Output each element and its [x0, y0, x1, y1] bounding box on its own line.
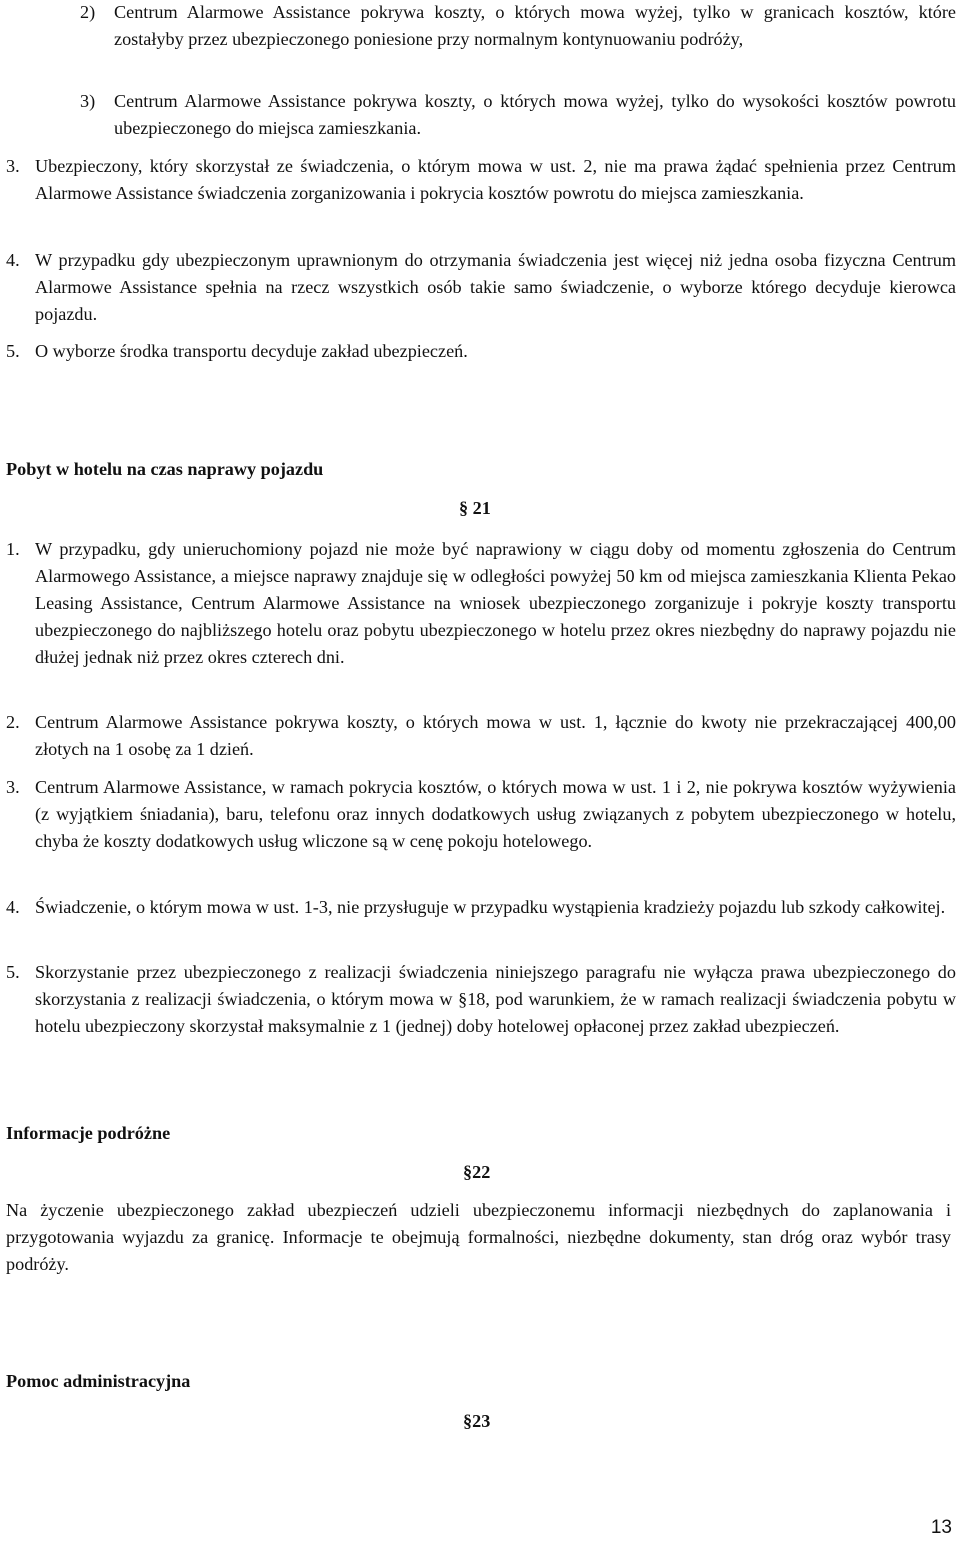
section-heading: Pobyt w hotelu na czas naprawy pojazdu [6, 459, 324, 479]
section-number: § 21 [459, 498, 491, 518]
list-item-number: 4. [6, 897, 20, 917]
list-item-text: Centrum Alarmowe Assistance pokrywa koszty, o których mowa wyżej, tylko do wysokości kosztów powrotu ubezpieczonego do miejsca zamieszkania. [114, 91, 956, 138]
list-item-number: 4. [6, 250, 20, 270]
list-item-text: Ubezpieczony, który skorzystał ze świadczenia, o którym mowa w ust. 2, nie ma prawa żądać spełnienia przez Centrum Alarmowe Assistance świadczenia zorganizowania i pokrycia kosztów powrotu do miejsca zamieszkania. [35, 156, 956, 203]
list-item [80, 88, 956, 142]
list-item-text: Centrum Alarmowe Assistance, w ramach pokrycia kosztów, o których mowa w ust. 1 i 2, nie pokrywa kosztów wyżywienia (z wyjątkiem śniadania), baru, telefonu oraz innych dodatkowych usług związanych z pobytem ubezpieczonego w hotelu, chyba że koszty dodatkowych usług wliczone są w cenę pokoju hotelowego. [35, 777, 956, 851]
section-number: §22 [463, 1162, 491, 1182]
list-item-number: 5. [6, 341, 20, 361]
list-item-text: W przypadku gdy ubezpieczonym uprawnionym do otrzymania świadczenia jest więcej niż jedna osoba fizyczna Centrum Alarmowe Assistance spełnia na rzecz wszystkich osób takie samo świadczenie, o wyborze którego decyduje kierowca pojazdu. [35, 250, 956, 324]
list-item-number: 5. [6, 962, 20, 982]
page-number: 13 [930, 1517, 952, 1538]
list-item-number: 3. [6, 777, 20, 797]
section-heading: Pomoc administracyjna [6, 1371, 191, 1391]
list-item-number: 3. [6, 156, 20, 176]
list-item-text: Centrum Alarmowe Assistance pokrywa koszty, o których mowa wyżej, tylko w granicach kosztów, które zostałyby przez ubezpieczonego poniesione przy normalnym kontynuowaniu podróży, [114, 2, 956, 49]
list-item-number: 2. [6, 712, 20, 732]
list-item-text: W przypadku, gdy unieruchomiony pojazd nie może być naprawiony w ciągu doby od momentu zgłoszenia do Centrum Alarmowego Assistance, a miejsce naprawy znajduje się w odległości powyżej 50 km od miejsca zamieszkania Klienta Pekao Leasing Assistance, Centrum Alarmowe Assistance na wniosek ubezpieczonego zorganizuje i pokryje koszty transportu ubezpieczonego do najbliższego hotelu oraz pobytu ubezpieczonego w hotelu przez okres niezbędny do naprawy pojazdu nie dłużej jednak niż przez okres czterech dni. [35, 539, 956, 667]
paragraph: Na życzenie ubezpieczonego zakład ubezpieczeń udzieli ubezpieczonemu informacji niezbędnych do zaplanowania i przygotowania wyjazdu za granicę. Informacje te obejmują formalności, niezbędne dokumenty, stan dróg oraz wybór trasy podróży. [6, 1200, 951, 1274]
list-item-number: 1. [6, 539, 20, 559]
list-item [6, 247, 956, 328]
list-item-number: 3) [80, 91, 96, 111]
list-item-number: 2) [80, 2, 96, 22]
list-item [6, 536, 956, 671]
section-heading: Informacje podróżne [6, 1123, 171, 1143]
list-item-text: Centrum Alarmowe Assistance pokrywa koszty, o których mowa w ust. 1, łącznie do kwoty nie przekraczającej 400,00 złotych na 1 osobę za 1 dzień. [35, 712, 956, 759]
list-item [6, 894, 956, 921]
list-item [6, 959, 956, 1040]
list-item [6, 774, 956, 855]
section-number: §23 [463, 1411, 491, 1431]
list-item [6, 709, 956, 763]
list-item-text: Skorzystanie przez ubezpieczonego z realizacji świadczenia niniejszego paragrafu nie wyłącza prawa ubezpieczonego do skorzystania z realizacji świadczenia, o którym mowa w §18, pod warunkiem, że w ramach realizacji świadczenia pobytu w hotelu ubezpieczony skorzystał maksymalnie z 1 (jednej) doby hotelowej opłaconej przez zakład ubezpieczeń. [35, 962, 956, 1036]
list-item-text: O wyborze środka transportu decyduje zakład ubezpieczeń. [35, 341, 468, 361]
list-item [6, 153, 956, 207]
list-item-text: Świadczenie, o którym mowa w ust. 1-3, nie przysługuje w przypadku wystąpienia kradzieży pojazdu lub szkody całkowitej. [35, 897, 946, 917]
list-item [6, 338, 956, 365]
list-item [80, 0, 956, 53]
